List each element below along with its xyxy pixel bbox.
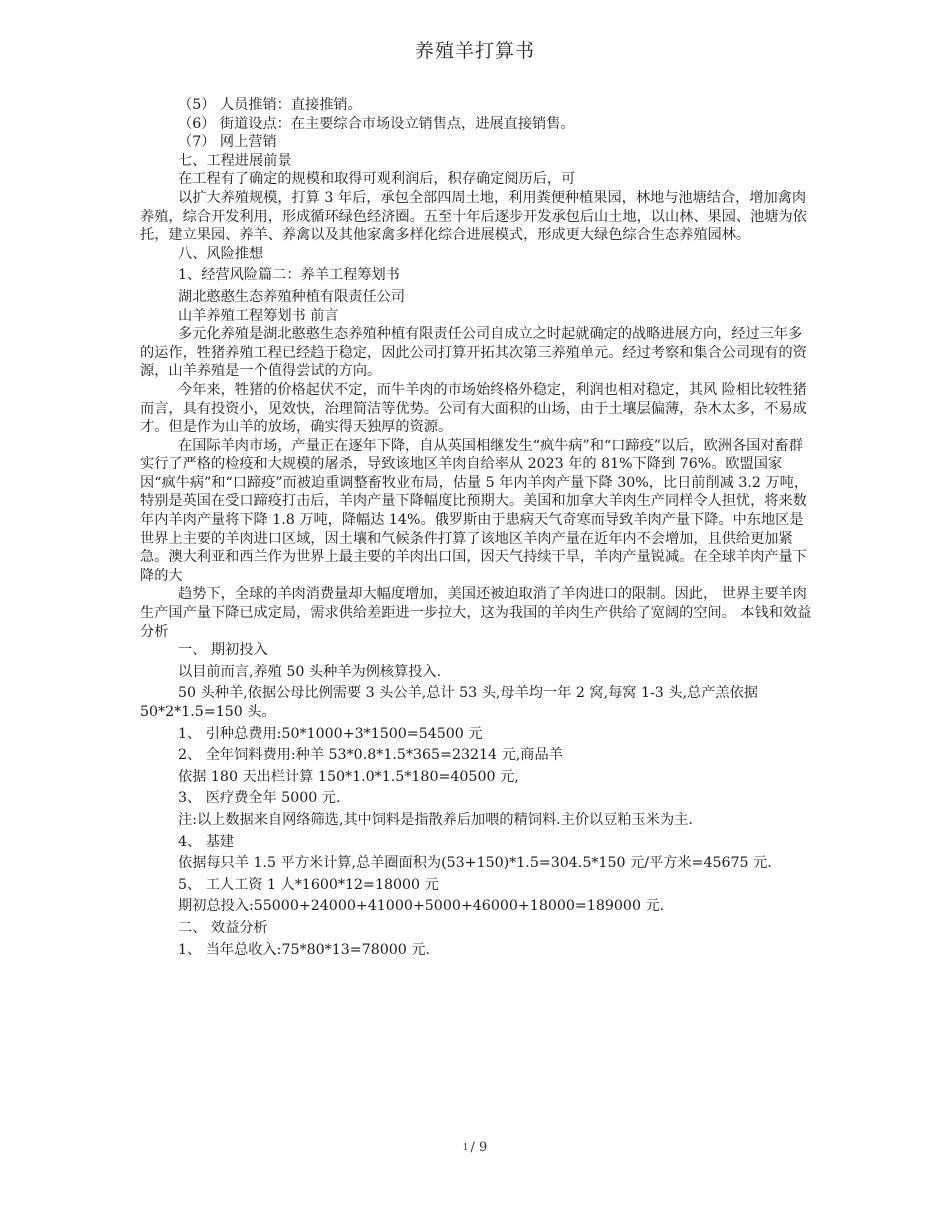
paragraph: 以扩大养殖规模，打算 3 年后，承包全部四周土地，利用粪便种植果园，林地与池塘结合，增加禽肉养殖，综合开发利用，形成循环绿色经济圈。五至十年后逐步开发承包后山土地，以山林、果园、池塘为依托，建立果园、养羊、养禽以及其他家禽多样化综合进展模式，形成更大绿色综合生态养殖园林。 <box>140 189 807 244</box>
paragraph: 以目前而言,养殖 50 头种羊为例核算投入. <box>178 663 442 680</box>
section-heading: 1、 当年总收入:75*80*13=78000 元. <box>178 941 431 958</box>
paragraph: （7） 网上营销 <box>178 134 277 151</box>
document-body <box>140 96 812 962</box>
paragraph: 依据 180 天出栏计算 150*1.0*1.5*180=40500 元, <box>178 768 519 785</box>
section-heading: 依据每只羊 1.5 平方米计算,总羊圈面积为(53+150)*1.5=304.5*150 元/平方米=45675 元. <box>178 855 772 872</box>
paragraph: （6） 街道设点：在主要综合市场设立销售点，进展直接销售。 <box>178 115 575 132</box>
paragraph: 注:以上数据来自网络筛选,其中饲料是指散养后加喂的精饲料.主价以豆粕玉米为主. <box>178 811 693 828</box>
paragraph: 在国际羊肉市场，产量正在逐年下降，自从英国相继发生“疯牛病”和“口蹄疫”以后，欧洲各国对畜群实行了严格的检疫和大规模的屠杀，导致该地区羊肉自给率从 2023 年的 81%下降到 76%。欧盟国家因“疯牛病”和“口蹄疫”而被迫重调整畜牧业布局，估量 5 年内羊肉产量下降 30%，比日前削减 3.2 万吨，特别是英国在受口蹄疫打击后，羊肉产量下降幅度比预期大。美国和加拿大羊肉生产同样令人担忧，将来数年内羊肉产量将下降 1.8 万吨，降幅达 14%。俄罗斯由于患病天气奇寒而导致羊肉产量下降。中东地区是世界上主要的羊肉进口区域，因土壤和气候条件打算了该地区羊肉产量在近年内不会增加，且供给更加紧急。澳大利亚和西兰作为世界上最主要的羊肉出口国，因天气持续干旱，羊肉产量锐减。在全球羊肉产量下降的大 <box>140 437 809 584</box>
paragraph: 3、 医疗费全年 5000 元. <box>178 790 341 807</box>
paragraph: 二、 效益分析 <box>178 919 268 936</box>
paragraph: 5、 工人工资 1 人*1600*12=18000 元 <box>178 876 439 893</box>
section-heading: 七、工程进展前景 <box>178 152 292 169</box>
paragraph: 在工程有了确定的规模和取得可观利润后，积存确定阅历后，可 <box>178 171 576 188</box>
paragraph: 山羊养殖工程筹划书 前言 <box>178 307 339 324</box>
paragraph: （5） 人员推销：直接推销。 <box>178 97 362 113</box>
paragraph: 期初总投入:55000+24000+41000+5000+46000+18000=189000 元. <box>178 898 665 915</box>
section-heading: 八、风险推想 <box>178 245 264 262</box>
current-page-number: 1 <box>462 1143 469 1153</box>
paragraph: 1、 引种总费用:50*1000+3*1500=54500 元 <box>178 725 483 742</box>
document-title: 养殖羊打算书 <box>414 40 535 62</box>
paragraph: 今年来，牲猪的价格起伏不定，而牛羊肉的市场始终格外稳定，利润也相对稳定，其风 险相比较牲猪而言，具有投资小，见效快，治理简洁等优势。公司有大面积的山场，由于土壤层偏薄，杂木太多，不易成才。但是作为山羊的放场，确实得天独厚的资源。 <box>140 381 807 436</box>
total-pages: / 9 <box>470 1140 488 1155</box>
section-heading: 一、 期初投入 <box>178 642 268 659</box>
paragraph: 4、 基建 <box>178 833 235 850</box>
paragraph: 1、经营风险篇二：养羊工程筹划书 <box>178 267 400 284</box>
paragraph: 湖北憨憨生态养殖种植有限责任公司 <box>178 288 406 305</box>
paragraph: 多元化养殖是湖北憨憨生态养殖种植有限责任公司自成立之时起就确定的战略进展方向，经过三年多的运作，牲猪养殖工程已经趋于稳定，因此公司打算开拓其次第三养殖单元。经过考察和集合公司现有的资源，山羊养殖是一个值得尝试的方向。 <box>140 326 807 380</box>
paragraph: 50 头种羊,依据公母比例需要 3 头公羊,总计 53 头,母羊均一年 2 窝,每窝 1-3 头,总产羔依据 50*2*1.5=150 头。 <box>140 685 758 720</box>
paragraph: 趋势下，全球的羊肉消费量却大幅度增加，美国还被迫取消了羊肉进口的限制。因此， 世界主要羊肉生产国产量下降已成定局，需求供给差距进一步拉大，这为我国的羊肉生产供给了宽阔的空间。 本钱和效益分析 <box>140 586 812 640</box>
paragraph: 2、 全年饲料费用:种羊 53*0.8*1.5*365=23214 元,商品羊 <box>178 747 563 764</box>
page-number <box>0 1140 950 1155</box>
